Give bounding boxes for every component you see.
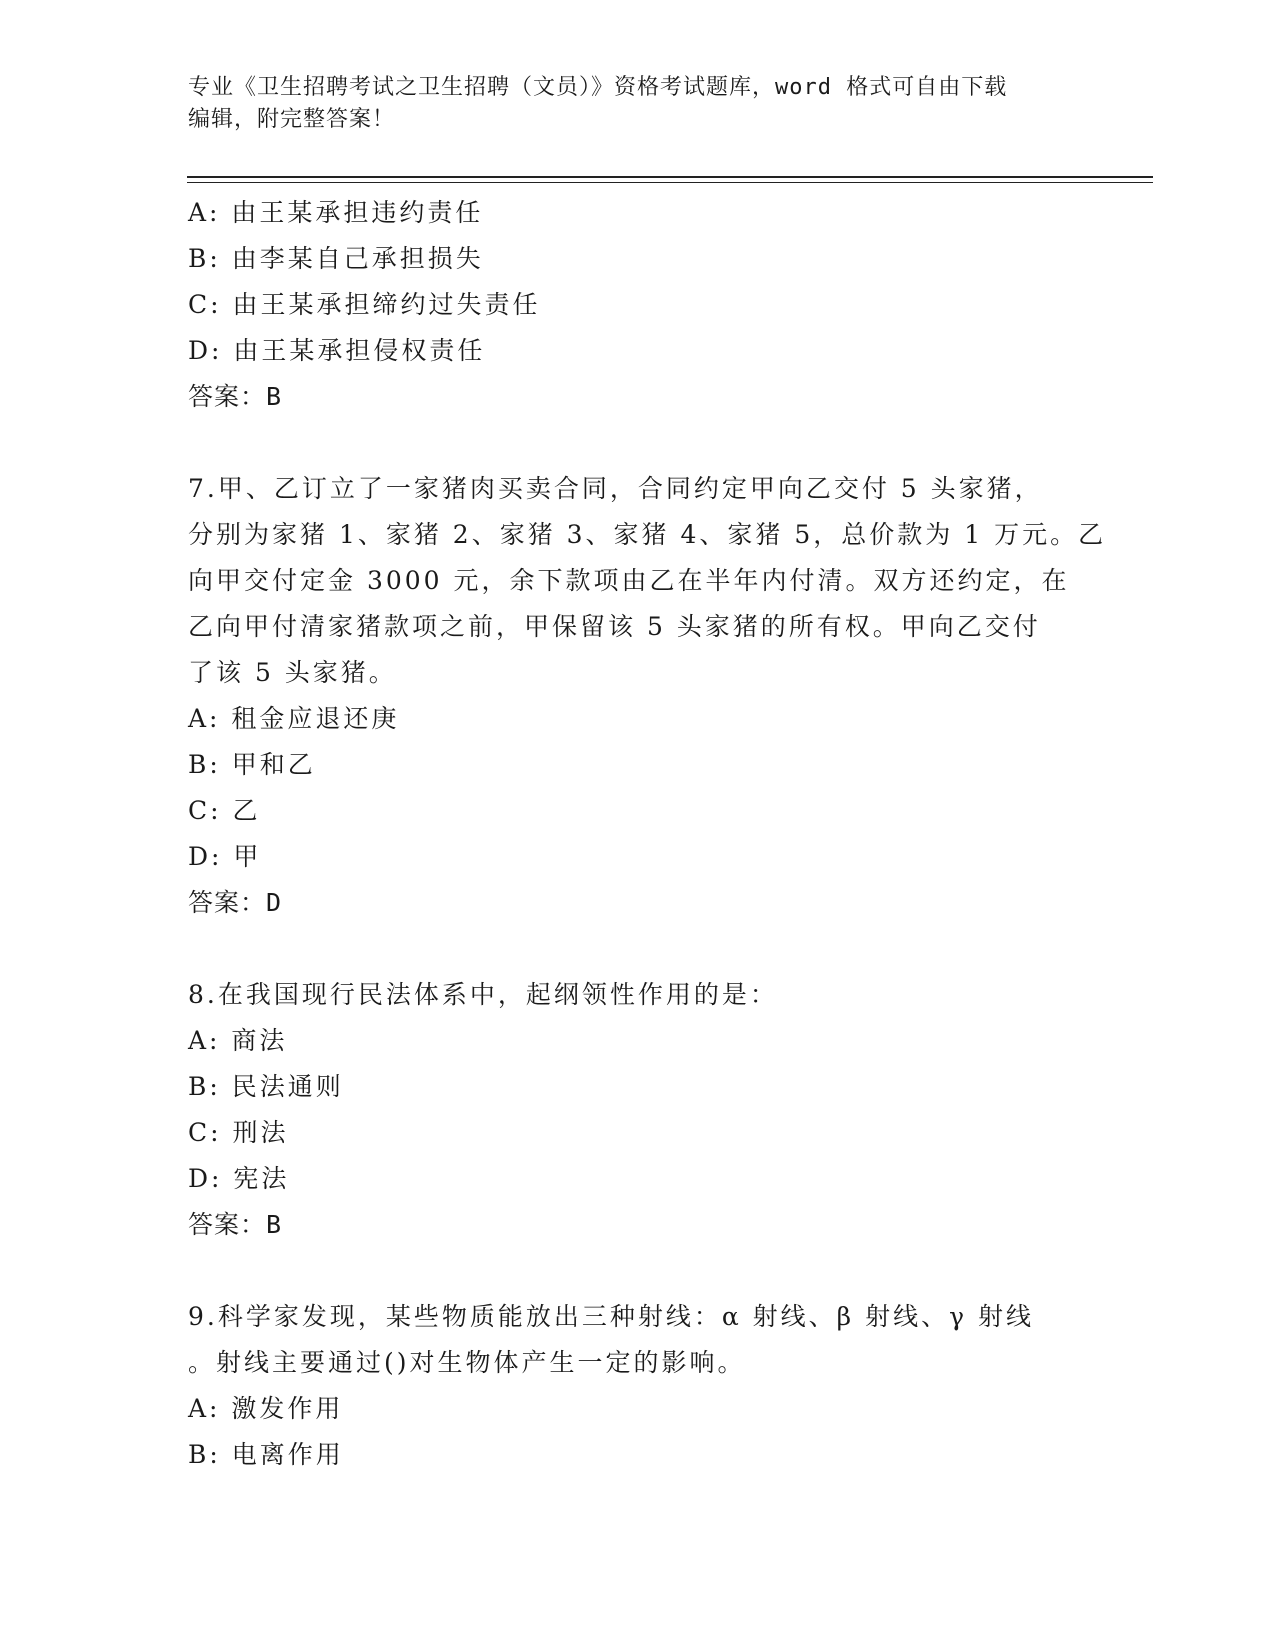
header-rule-thin — [187, 182, 1153, 183]
header-rule-thick — [187, 176, 1153, 178]
question-text-line: 。射线主要通过()对生物体产生一定的影响。 — [188, 1348, 746, 1377]
option-d: D: 甲 — [188, 842, 262, 871]
option-b: B: 甲和乙 — [188, 750, 316, 779]
option-a: A: 商法 — [188, 1026, 288, 1055]
spacer — [188, 420, 1088, 466]
option-a: A: 由王某承担违约责任 — [188, 198, 484, 227]
question-7 — [188, 466, 1107, 926]
answer-line: 答案：B — [188, 1210, 283, 1239]
answer-line: 答案：D — [188, 888, 283, 917]
option-a: A: 租金应退还庚 — [188, 704, 400, 733]
question-6-tail — [188, 190, 1088, 420]
header-line-1: 专业《卫生招聘考试之卫生招聘（文员）》资格考试题库，word 格式可自由下载 — [188, 75, 1008, 100]
question-text-line: 乙向甲付清家猪款项之前，甲保留该 5 头家猪的所有权。甲向乙交付 — [188, 612, 1041, 641]
document-header — [188, 72, 1068, 136]
question-text-line: 9.科学家发现，某些物质能放出三种射线：α 射线、β 射线、γ 射线 — [188, 1302, 1034, 1331]
spacer — [188, 1248, 1088, 1294]
option-a: A: 激发作用 — [188, 1394, 344, 1423]
option-b: B: 民法通则 — [188, 1072, 344, 1101]
question-8 — [188, 972, 1088, 1248]
question-text-line: 8.在我国现行民法体系中，起纲领性作用的是： — [188, 980, 778, 1009]
header-line-2: 编辑，附完整答案！ — [188, 107, 396, 132]
option-b: B: 由李某自己承担损失 — [188, 244, 484, 273]
answer-line: 答案：B — [188, 382, 283, 411]
option-c: C: 刑法 — [188, 1118, 289, 1147]
option-c: C: 由王某承担缔约过失责任 — [188, 290, 541, 319]
spacer — [188, 926, 1088, 972]
question-list — [188, 190, 1107, 1478]
question-text-line: 分别为家猪 1、家猪 2、家猪 3、家猪 4、家猪 5，总价款为 1 万元。乙 — [188, 520, 1107, 549]
question-9 — [188, 1294, 1088, 1478]
option-d: D: 由王某承担侵权责任 — [188, 336, 486, 365]
option-d: D: 宪法 — [188, 1164, 290, 1193]
question-text-line: 7.甲、乙订立了一家猪肉买卖合同，合同约定甲向乙交付 5 头家猪， — [188, 474, 1043, 503]
question-text-line: 了该 5 头家猪。 — [188, 658, 397, 687]
option-c: C: 乙 — [188, 796, 261, 825]
question-text-line: 向甲交付定金 3000 元，余下款项由乙在半年内付清。双方还约定，在 — [188, 566, 1070, 595]
option-b: B: 电离作用 — [188, 1440, 344, 1469]
